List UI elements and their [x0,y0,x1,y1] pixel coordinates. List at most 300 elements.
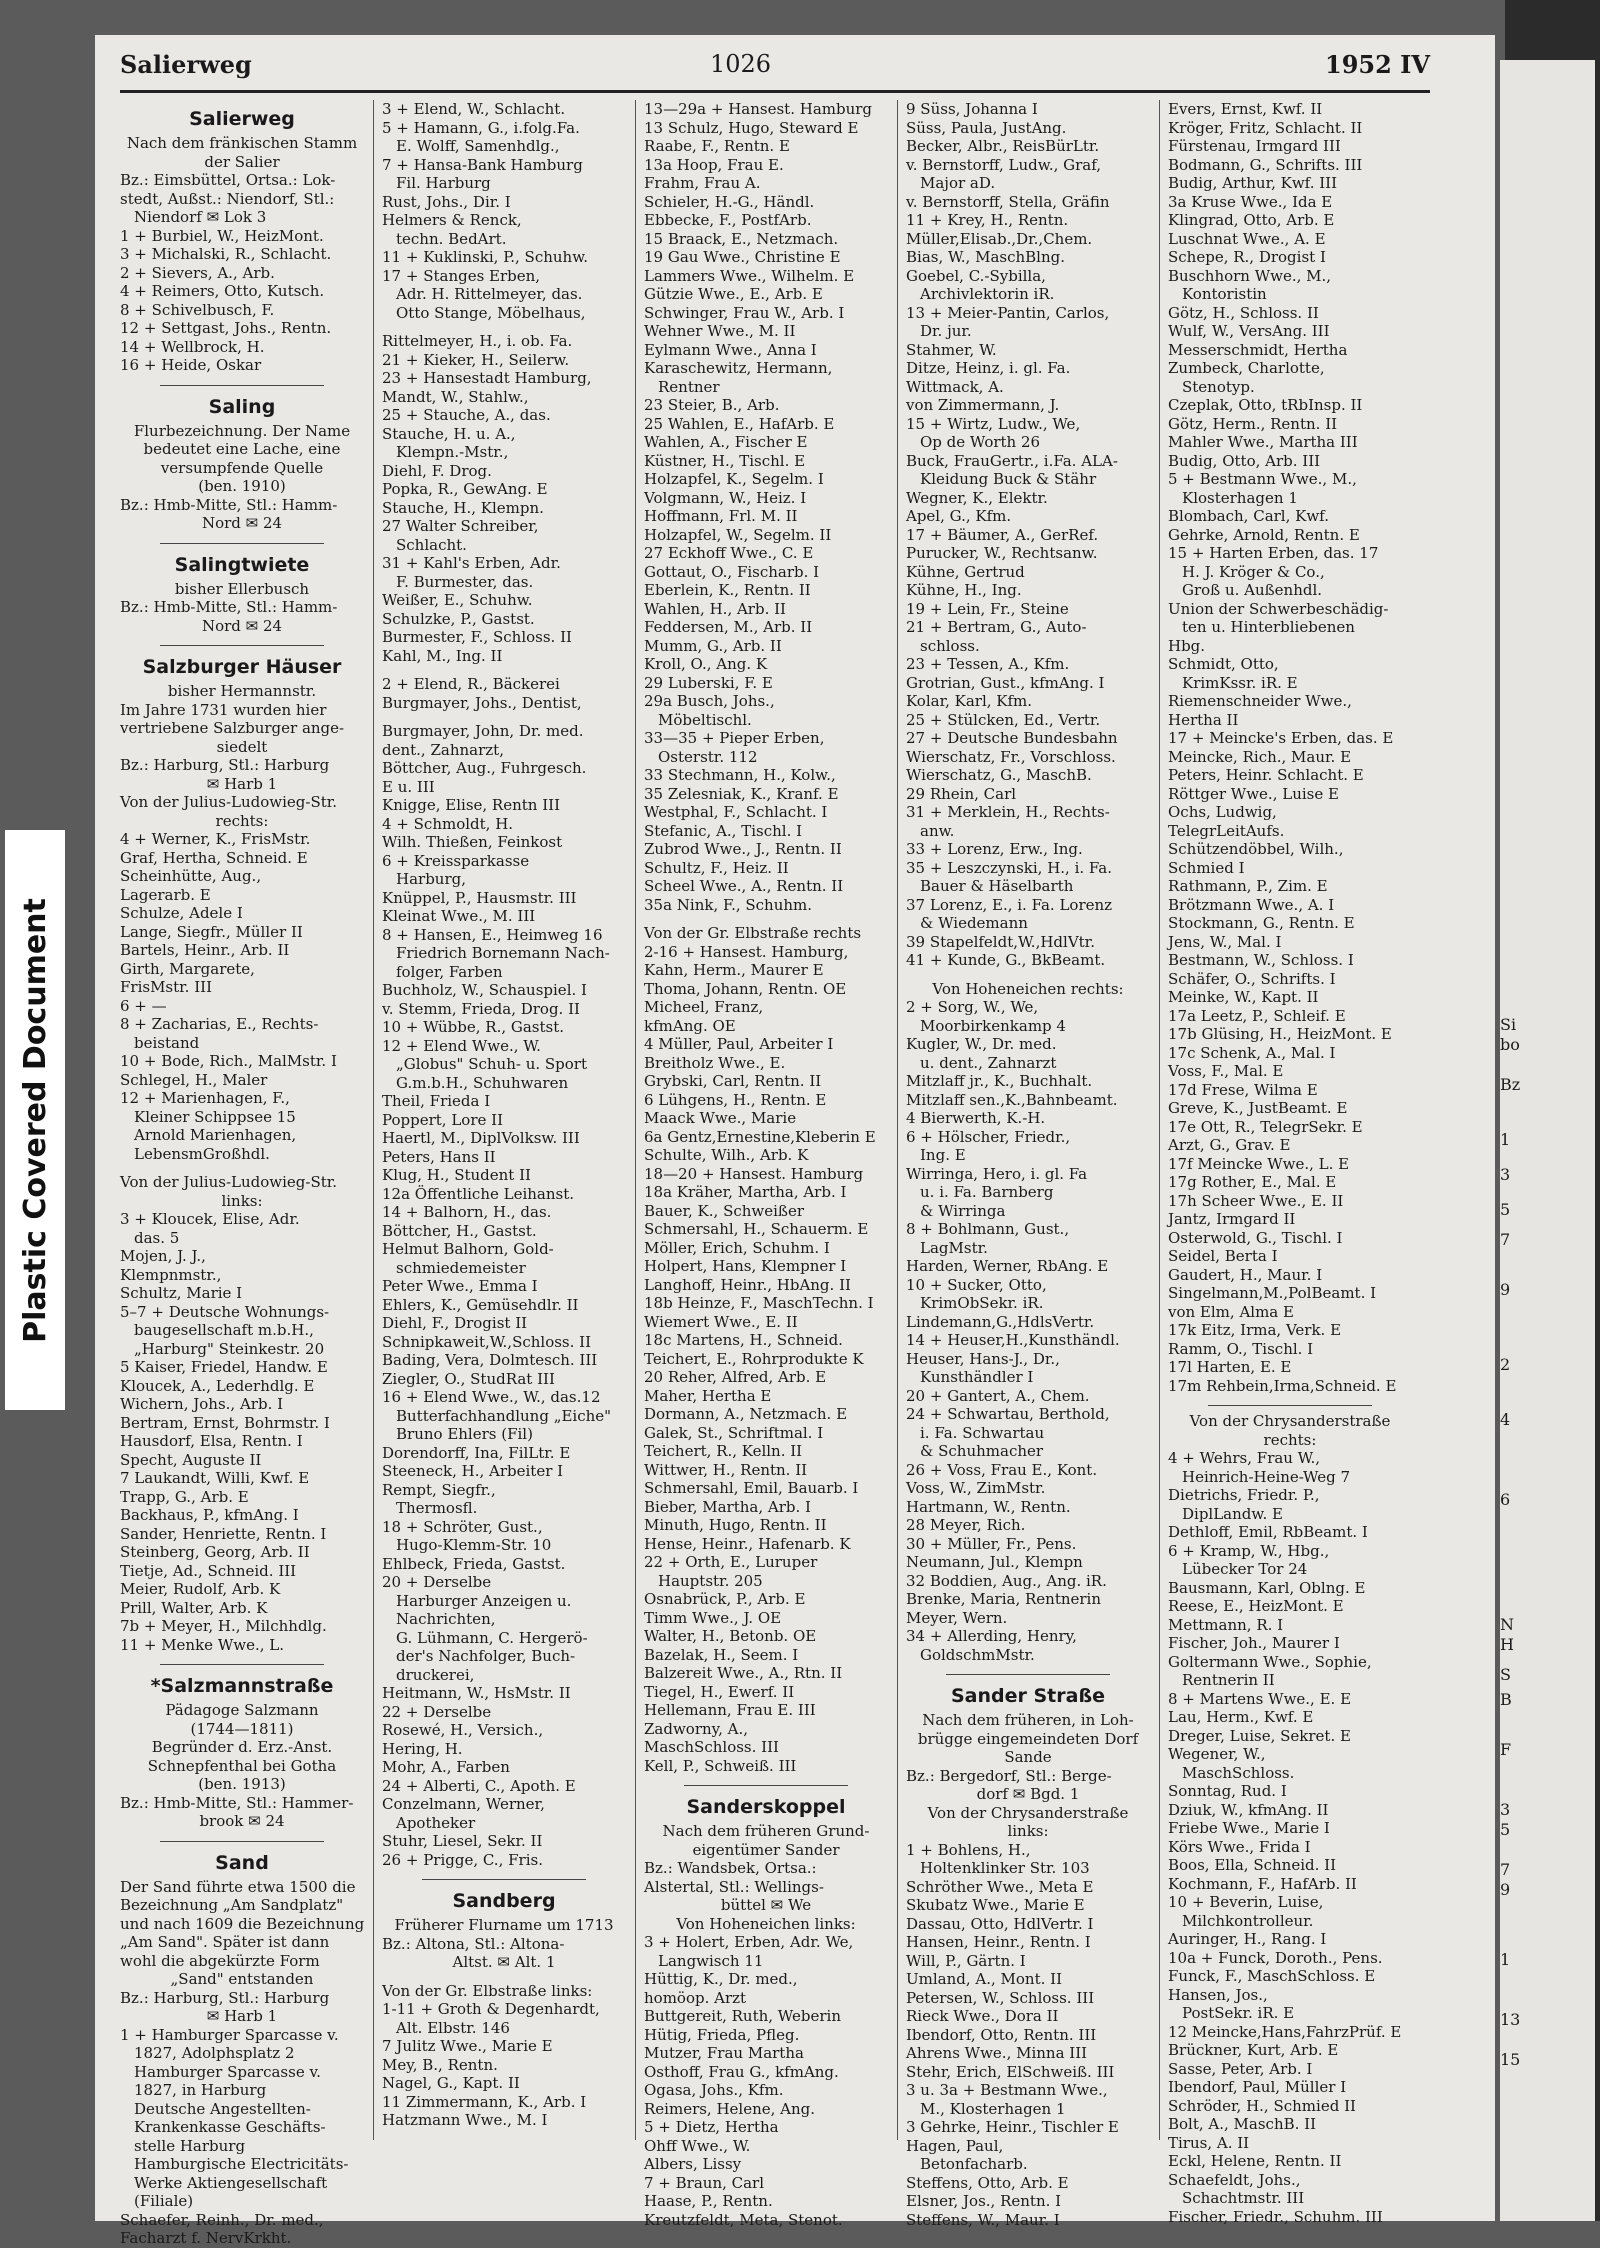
entry-line: 3 + Kloucek, Elise, Adr. [120,1210,300,1228]
entry-line: 18c Martens, H., Schneid. [644,1331,843,1349]
column-divider [635,100,636,2140]
entry-line: Schieler, H.-G., Händl. [644,192,815,211]
entry-line: Körs Wwe., Frida I [1168,1837,1311,1856]
entry-line: Micheel, Franz, [644,998,764,1016]
entry-line: 1 + Hamburger Sparcasse v. [120,2025,339,2044]
entry-line: Müller,Elisab.,Dr.,Chem. [906,229,1093,248]
entry-line: Schulze, Adele I [120,904,243,922]
entry-line: Hense, Heinr., Hafenarb. K [644,1534,851,1553]
entry-line: 20 Reher, Alfred, Arb. E [644,1368,827,1386]
entry-line: Zadworny, A., [644,1719,749,1738]
entry-line: Kleinat Wwe., M. III [382,907,536,925]
facing-page-fragment: Bz [1500,1075,1521,1094]
entry-line: 10 + Bode, Rich., MalMstr. I [120,1052,337,1070]
entry-line: Weißer, E., Schuhw. [382,591,533,609]
entry-line: Wegner, K., Elektr. [906,488,1048,507]
street-heading: Sander Straße [950,1685,1105,1707]
entry-line: Grotrian, Gust., kfmAng. I [906,673,1105,692]
entry-line: Sander, Henriette, Rentn. I [120,1524,327,1543]
entry-line: Westphal, F., Schlacht. I [644,803,828,821]
entry-line: Umland, A., Mont. II [906,1970,1063,1988]
entry-line: M., Klosterhagen 1 [920,2099,1066,2118]
entry-line: 34 + Allerding, Henry, [906,1627,1077,1645]
entry-line: 29 Luberski, F. E [644,673,773,692]
entry-line: anw. [920,821,955,840]
entry-line: Von der Gr. Elbstraße rechts [644,924,862,942]
entry-line: Osterwold, G., Tischl. I [1168,1228,1343,1247]
entry-line: Ing. E [920,1146,966,1164]
entry-line: Becker, Albr., ReisBürLtr. [906,137,1100,155]
entry-line: 17g Rother, E., Mal. E [1168,1173,1337,1191]
entry-line: 1 + Bohlens, H., [906,1840,1031,1859]
entry-line: 4 + Reimers, Otto, Kutsch. [120,282,325,300]
entry-line: Meinke, W., Kapt. II [1168,988,1319,1006]
entry-line: E u. III [382,777,435,796]
spacer [382,322,626,332]
entry-line: Niendorf ✉ Lok 3 [134,208,267,226]
entry-line: Galek, St., Schriftmal. I [644,1423,824,1442]
entry-line: Wiemert Wwe., E. II [644,1312,798,1331]
entry-line: E. Wolff, Samenhdlg., [396,137,560,155]
entry-line: 18—20 + Hansest. Hamburg [644,1164,864,1183]
entry-line: Klingrad, Otto, Arb. E [1168,211,1335,229]
entry-line: Hauptstr. 205 [658,1571,763,1590]
entry-line: Conzelmann, Werner, [382,1795,545,1813]
entry-line: links: [221,1191,263,1210]
entry-line: Heinrich-Heine-Weg 7 [1182,1467,1351,1486]
entry-line: Klug, H., Student II [382,1166,531,1184]
entry-line: 3 + Holert, Erben, Adr. We, [644,1933,854,1951]
entry-line: 10 + Sucker, Otto, [906,1275,1047,1294]
entry-line: 12 + Marienhagen, F., [120,1089,290,1107]
street-heading: *Salzmannstraße [150,1675,334,1697]
entry-line: dent., Zahnarzt, [382,740,504,759]
entry-line: Harden, Werner, RbAng. E [906,1257,1109,1275]
entry-line: Hellemann, Frau E. III [644,1701,816,1719]
entry-line: Otto Stange, Möbelhaus, [396,303,586,322]
entry-line: Heuser, Hans-J., Dr., [906,1349,1060,1368]
entry-line: Nach dem fränkischen Stamm [126,134,358,152]
entry-line: Brötzmann Wwe., A. I [1168,895,1335,914]
entry-line: brook ✉ 24 [199,1812,285,1830]
entry-line: 5 + Dietz, Hertha [644,2118,779,2136]
entry-line: Bezeichnung „Am Sandplatz" [120,1896,344,1914]
facing-page-fragment: B [1500,1690,1512,1709]
entry-line: Kell, P., Schweiß. III [644,1756,797,1775]
header-rule [120,90,1430,93]
entry-line: rechts: [1263,1430,1317,1449]
entry-line: 9 Süss, Johanna I [906,100,1038,118]
entry-line: Schröther Wwe., Meta E [906,1877,1094,1896]
entry-line: Schröder, H., Schmied II [1168,2096,1356,2115]
entry-line: Nord ✉ 24 [201,514,283,532]
entry-line: Bz.: Wandsbek, Ortsa.: [644,1859,817,1877]
entry-line: 19 Gau Wwe., Christine E [644,248,841,266]
entry-line: Von der Julius-Ludowieg-Str. [120,793,338,811]
entry-line: Altst. ✉ Alt. 1 [452,1953,556,1971]
entry-line: 17h Scheer Wwe., E. II [1168,1191,1344,1210]
section-divider [160,1654,324,1665]
entry-line: u. dent., Zahnarzt [920,1053,1057,1072]
entry-line: Ditze, Heinz, i. gl. Fa. [906,359,1071,377]
entry-line: 8 + Hansen, E., Heimweg 16 [382,925,603,944]
entry-line: Stockmann, G., Rentn. E [1168,914,1355,932]
entry-line: Apotheker [396,1813,476,1832]
entry-line: 32 Boddien, Aug., Ang. iR. [906,1571,1107,1590]
entry-line: Schnepfenthal bei Gotha [147,1756,337,1775]
entry-line: Maher, Hertha E [644,1386,772,1405]
entry-line: Jantz, Irmgard II [1168,1210,1296,1228]
entry-line: 4 + Wehrs, Frau W., [1168,1449,1321,1467]
section-divider [160,635,324,646]
entry-line: KrimObSekr. iR. [920,1294,1044,1312]
entry-line: Nord ✉ 24 [201,616,283,635]
entry-line: Grybski, Carl, Rentn. II [644,1072,822,1090]
entry-line: Dorendorff, Ina, FilLtr. E [382,1443,571,1462]
entry-line: Steinberg, Georg, Arb. II [120,1543,310,1561]
entry-line: Moorbirkenkamp 4 [920,1016,1066,1035]
entry-line: 2 + Sievers, A., Arb. [120,263,275,282]
directory-column-5 [1168,100,1412,2226]
entry-line: Evers, Ernst, Kwf. II [1168,100,1323,118]
entry-line: 33—35 + Pieper Erben, [644,729,825,747]
entry-line: Reese, E., HeizMont. E [1168,1597,1344,1615]
entry-line: Ebbecke, F., PostfArb. [644,211,812,229]
entry-line: i. Fa. Schwartau [920,1423,1045,1442]
entry-line: v. Bernstorff, Ludw., Graf, [906,155,1102,174]
entry-line: 35 + Leszczynski, H., i. Fa. [906,858,1113,877]
entry-line: Bertram, Ernst, Bohrmstr. I [120,1413,330,1432]
entry-line: Volgmann, W., Heiz. I [644,488,807,507]
entry-line: Bestmann, W., Schloss. I [1168,951,1354,969]
entry-line: 13a Hoop, Frau E. [644,155,784,174]
entry-line: Krankenkasse Geschäfts- [134,2118,326,2136]
entry-line: 5 + Hamann, G., i.folg.Fa. [382,118,580,137]
entry-line: Lammers Wwe., Wilhelm. E [644,266,855,285]
entry-line: Wehner Wwe., M. II [644,322,796,340]
facing-page-fragment: 15 [1500,2050,1521,2069]
entry-line: H. J. Kröger & Co., [1182,562,1325,581]
entry-line: 35a Nink, F., Schuhm. [644,895,813,914]
entry-line: LebensmGroßhdl. [134,1144,270,1163]
entry-line: Wahlen, A., Fischer E [644,433,808,451]
entry-line: Messerschmidt, Hertha [1168,340,1348,359]
entry-line: Ehlers, K., Gemüsehdlr. II [382,1295,579,1314]
entry-line: Schlegel, H., Maler [120,1070,268,1089]
entry-line: Goltermann Wwe., Sophie, [1168,1652,1372,1671]
entry-line: Götz, H., Schloss. II [1168,303,1319,322]
entry-line: Skubatz Wwe., Marie E [906,1896,1085,1914]
entry-line: Fischer, Joh., Maurer I [1168,1634,1340,1652]
entry-line: 22 + Derselbe [382,1702,492,1721]
entry-line: Schmersahl, H., Schauerm. E [644,1220,869,1238]
entry-line: Rust, Johs., Dir. I [382,192,511,211]
entry-line: Schmidt, Otto, [1168,655,1279,673]
entry-line: folger, Farben [396,962,503,981]
entry-line: 5 Kaiser, Friedel, Handw. E [120,1358,328,1376]
entry-line: 17 + Meincke's Erben, das. E [1168,729,1394,747]
entry-line: Burmester, F., Schloss. II [382,628,572,646]
entry-line: 26 + Prigge, C., Fris. [382,1850,543,1869]
entry-line: Mohr, A., Farben [382,1758,510,1776]
entry-line: Heitmann, W., HsMstr. II [382,1684,571,1702]
entry-line: Kunsthändler I [920,1368,1034,1386]
entry-line: Backhaus, P., kfmAng. I [120,1506,299,1524]
entry-line: „Globus" Schuh- u. Sport [396,1055,588,1073]
entry-line: 17 + Stanges Erben, [382,266,541,285]
entry-line: (ben. 1910) [198,477,286,495]
entry-line: 17k Eitz, Irma, Verk. E [1168,1321,1342,1339]
entry-line: Bz.: Hmb-Mitte, Stl.: Hammer- [120,1793,354,1812]
entry-line: Rittelmeyer, H., i. ob. Fa. [382,332,573,350]
entry-line: Schultz, F., Heiz. II [644,858,789,877]
entry-line: Dziuk, W., kfmAng. II [1168,1800,1329,1819]
entry-line: Langhoff, Heinr., HbAng. II [644,1275,851,1294]
entry-line: Scheinhütte, Aug., [120,867,262,885]
entry-line: Steffens, W., Maur. I [906,2210,1060,2229]
entry-line: 11 Zimmermann, K., Arb. I [382,2092,587,2111]
entry-line: 25 Wahlen, E., HafArb. E [644,414,835,433]
entry-line: 17e Ott, R., TelegrSekr. E [1168,1117,1363,1136]
entry-line: 30 + Müller, Fr., Pens. [906,1534,1077,1553]
entry-line: Kleidung Buck & Stähr [920,470,1097,488]
entry-line: 21 + Kieker, H., Seilerw. [382,350,570,369]
entry-line: links: [1007,1822,1049,1840]
entry-line: Walter, H., Betonb. OE [644,1627,817,1645]
entry-line: Burgmayer, Johs., Dentist, [382,693,582,712]
facing-page-fragment: 9 [1500,1880,1511,1899]
entry-line: Steeneck, H., Arbeiter I [382,1462,564,1480]
entry-line: Diehl, F. Drog. [382,461,492,480]
entry-line: Hertha II [1168,710,1239,729]
entry-line: Schachtmstr. III [1182,2189,1305,2207]
entry-line: Dreger, Luise, Sekret. E [1168,1726,1351,1745]
entry-line: Schäfer, O., Schrifts. I [1168,969,1336,988]
entry-line: Elsner, Jos., Rentn. I [906,2192,1062,2210]
entry-line: 12 Meincke,Hans,FahrzPrüf. E [1168,2022,1402,2041]
entry-line: 25 + Stauche, A., das. [382,406,551,424]
entry-line: Karaschewitz, Hermann, [644,359,833,377]
entry-line: Trapp, G., Arb. E [120,1487,249,1506]
entry-line: Begründer d. Erz.-Anst. [151,1738,333,1756]
entry-line: 3 + Elend, W., Schlacht. [382,100,566,118]
entry-line: 37 Lorenz, E., i. Fa. Lorenz [906,895,1113,914]
entry-line: 5 + Bestmann Wwe., M., [1168,470,1357,488]
entry-line: von Elm, Alma E [1168,1302,1294,1321]
entry-line: Kugler, W., Dr. med. [906,1035,1057,1053]
entry-line: druckerei, [396,1665,475,1684]
entry-line: Fischer, Friedr., Schuhm. III [1168,2207,1383,2226]
entry-line: 12 + Elend Wwe., W. [382,1036,541,1055]
entry-line: Wittmack, A. [906,377,1004,396]
entry-line: 10a + Funck, Doroth., Pens. [1168,1948,1383,1967]
side-label [5,830,65,1410]
entry-line: Mumm, G., Arb. II [644,636,782,655]
entry-line: 18b Heinze, F., MaschTechn. I [644,1294,874,1312]
entry-line: Haertl, M., DiplVolksw. III [382,1129,580,1147]
entry-line: 31 + Kahl's Erben, Adr. [382,554,561,572]
entry-line: Kahn, Herm., Maurer E [644,961,824,979]
entry-line: versumpfende Quelle [160,458,324,477]
entry-line: 2-16 + Hansest. Hamburg, [644,942,849,961]
entry-line: Schwinger, Frau W., Arb. I [644,303,845,322]
entry-line: Tiegel, H., Ewerf. II [644,1682,795,1701]
entry-line: Stefanic, A., Tischl. I [644,821,803,840]
entry-line: 17l Harten, E. E [1168,1358,1292,1376]
entry-line: Helmut Balhorn, Gold- [382,1240,554,1258]
entry-line: Feddersen, M., Arb. II [644,618,813,636]
entry-line: & Schuhmacher [920,1442,1044,1460]
entry-line: Möbeltischl. [658,710,752,729]
entry-line: Schaefer, Reinh., Dr. med., [120,2210,324,2229]
entry-line: 17f Meincke Wwe., L. E [1168,1154,1350,1173]
entry-line: 1 + Burbiel, W., HeizMont. [120,226,324,245]
entry-line: Dassau, Otto, HdlVertr. I [906,1914,1094,1933]
entry-line: Flurbezeichnung. Der Name [133,421,351,440]
entry-line: Wilh. Thießen, Feinkost [382,833,563,851]
entry-line: Mitzlaff sen.,K.,Bahnbeamt. [906,1090,1118,1109]
entry-line: Maack Wwe., Marie [644,1109,797,1127]
entry-line: Mahler Wwe., Martha III [1168,433,1358,451]
entry-line: Petersen, W., Schloss. III [906,1988,1095,2007]
entry-line: 17m Rehbein,Irma,Schneid. E [1168,1376,1397,1395]
entry-line: Holpert, Hans, Klempner I [644,1257,847,1275]
entry-line: Lange, Siegfr., Müller II [120,922,303,941]
entry-line: Wittwer, H., Rentn. II [644,1460,808,1479]
entry-line: schloss. [920,636,980,655]
entry-line: Breitholz Wwe., E. [644,1053,786,1072]
entry-line: Buschhorn Wwe., M., [1168,266,1332,285]
entry-line: Deutsche Angestellten- [134,2099,311,2118]
entry-line: Holzapfel, K., Segelm. I [644,470,824,488]
entry-line: Kühne, H., Ing. [906,581,1022,599]
entry-line: baugesellschaft m.b.H., [134,1321,314,1339]
entry-line: Ibendorf, Paul, Müller I [1168,2078,1347,2096]
entry-line: Sande [1004,1748,1052,1766]
entry-line: 7 Laukandt, Willi, Kwf. E [120,1469,310,1487]
entry-line: Boos, Ella, Schneid. II [1168,1856,1337,1874]
entry-line: Tirus, A. II [1168,2133,1250,2152]
entry-line: 10 + Beverin, Luise, [1168,1893,1324,1911]
entry-line: Schepe, R., Drogist I [1168,248,1326,266]
entry-line: Der Sand führte etwa 1500 die [120,1877,356,1896]
section-divider [160,375,324,386]
entry-line: 6 Lühgens, H., Rentn. E [644,1090,827,1109]
entry-line: Alstertal, Stl.: Wellings- [644,1877,824,1896]
entry-line: 26 + Voss, Frau E., Kont. [906,1460,1098,1479]
entry-line: KrimKssr. iR. E [1182,673,1298,692]
entry-line: Mojen, J. J., [120,1247,206,1265]
entry-line: Bz.: Altona, Stl.: Altona- [382,1934,565,1953]
entry-line: der Salier [204,152,280,171]
entry-line: Buck, FrauGertr., i.Fa. ALA- [906,451,1118,470]
facing-page-fragment: 3 [1500,1165,1511,1184]
directory-column-4 [906,100,1150,2229]
entry-line: Thermosfl. [396,1499,478,1517]
entry-line: Thoma, Johann, Rentn. OE [644,979,847,998]
entry-line: Hamburger Sparcasse v. [134,2062,321,2081]
entry-line: Brenke, Maria, Rentnerin [906,1590,1102,1608]
entry-line: 23 + Hansestadt Hamburg, [382,369,592,387]
entry-line: 8 + Martens Wwe., E. E [1168,1689,1352,1708]
entry-line: Stauche, H., Klempn. [382,498,544,517]
entry-line: MaschSchloss. III [644,1738,779,1756]
entry-line: 7 + Braun, Carl [644,2173,765,2192]
entry-line: Osthoff, Frau G., kfmAng. [644,2062,839,2081]
entry-line: 23 + Tessen, A., Kfm. [906,655,1070,673]
section-divider [160,533,324,544]
entry-line: Mitzlaff jr., K., Buchhalt. [906,1072,1093,1090]
entry-line: eigentümer Sander [692,1840,840,1859]
entry-line: Eckl, Helene, Rentn. II [1168,2152,1342,2170]
entry-line: Eberlein, K., Rentn. II [644,581,811,599]
entry-line: Sonntag, Rud. I [1168,1782,1287,1800]
entry-line: Will, P., Gärtn. I [906,1951,1026,1970]
entry-line: Kolar, Karl, Kfm. [906,692,1033,710]
entry-line: Hering, H. [382,1739,463,1758]
entry-line: 21 + Bertram, G., Auto- [906,618,1087,636]
entry-line: Bolt, A., MaschB. II [1168,2115,1317,2133]
entry-line: 8 + Zacharias, E., Rechts- [120,1015,319,1033]
entry-line: 33 Stechmann, H., Kolw., [644,766,836,784]
entry-line: Wierschatz, Fr., Vorschloss. [906,747,1116,766]
entry-line: 1827, Adolphsplatz 2 [134,2044,295,2062]
entry-line: Groß u. Außenhdl. [1182,581,1323,599]
entry-line: 8 + Schivelbusch, F. [120,300,275,319]
entry-line: Burgmayer, John, Dr. med. [382,722,584,740]
facing-page-fragment: 1 [1500,1130,1511,1149]
entry-line: Peters, Hans II [382,1147,496,1166]
facing-page-fragment: 3 [1500,1800,1511,1819]
entry-line: Hütig, Frieda, Pfleg. [644,2025,800,2044]
entry-line: „Am Sand". Später ist dann [120,1933,330,1951]
entry-line: Gehrke, Arnold, Rentn. E [1168,525,1360,544]
entry-line: vertriebene Salzburger ange- [120,719,345,737]
entry-line: 29a Busch, Johs., [644,692,775,710]
entry-line: Frahm, Frau A. [644,174,761,192]
entry-line: Specht, Auguste II [120,1450,262,1469]
entry-line: 28 Meyer, Rich. [906,1516,1026,1534]
entry-line: Budig, Otto, Arb. III [1168,451,1321,470]
entry-line: Scheel Wwe., A., Rentn. II [644,877,844,895]
entry-line: Nachrichten, [396,1610,496,1628]
entry-line: 6a Gentz,Ernestine,Kleberin E [644,1127,876,1146]
entry-line: Von Hoheneichen rechts: [932,979,1124,998]
entry-line: Stahmer, W. [906,340,997,359]
entry-line: Sasse, Peter, Arb. I [1168,2059,1313,2078]
entry-line: Klempn.-Mstr., [396,443,509,461]
entry-line: & Wirringa [920,1201,1006,1220]
entry-line: Rentner [658,377,720,396]
entry-line: wohl die abgekürzte Form [120,1951,320,1970]
street-heading: Sandberg [452,1890,556,1912]
entry-line: techn. BedArt. [396,229,507,248]
entry-line: Voss, W., ZimMstr. [906,1479,1046,1497]
entry-line: Gaudert, H., Maur. I [1168,1265,1323,1284]
entry-line: Wahlen, H., Arb. II [644,599,786,618]
entry-line: Gottaut, O., Fischarb. I [644,562,820,581]
entry-line: Kroll, O., Ang. K [644,655,768,673]
entry-line: Reimers, Helene, Ang. [644,2099,816,2118]
entry-line: Rieck Wwe., Dora II [906,2007,1059,2025]
entry-line: Rentnerin II [1182,1671,1275,1689]
entry-line: Ohff Wwe., W. [644,2136,751,2155]
page-header [120,50,1430,90]
entry-line: Union der Schwerbeschädig- [1168,599,1389,618]
entry-line: Bias, W., MaschBlng. [906,248,1066,266]
entry-line: F. Burmester, das. [396,572,534,591]
entry-line: 35 Zelesniak, K., Kranf. E [644,784,839,803]
